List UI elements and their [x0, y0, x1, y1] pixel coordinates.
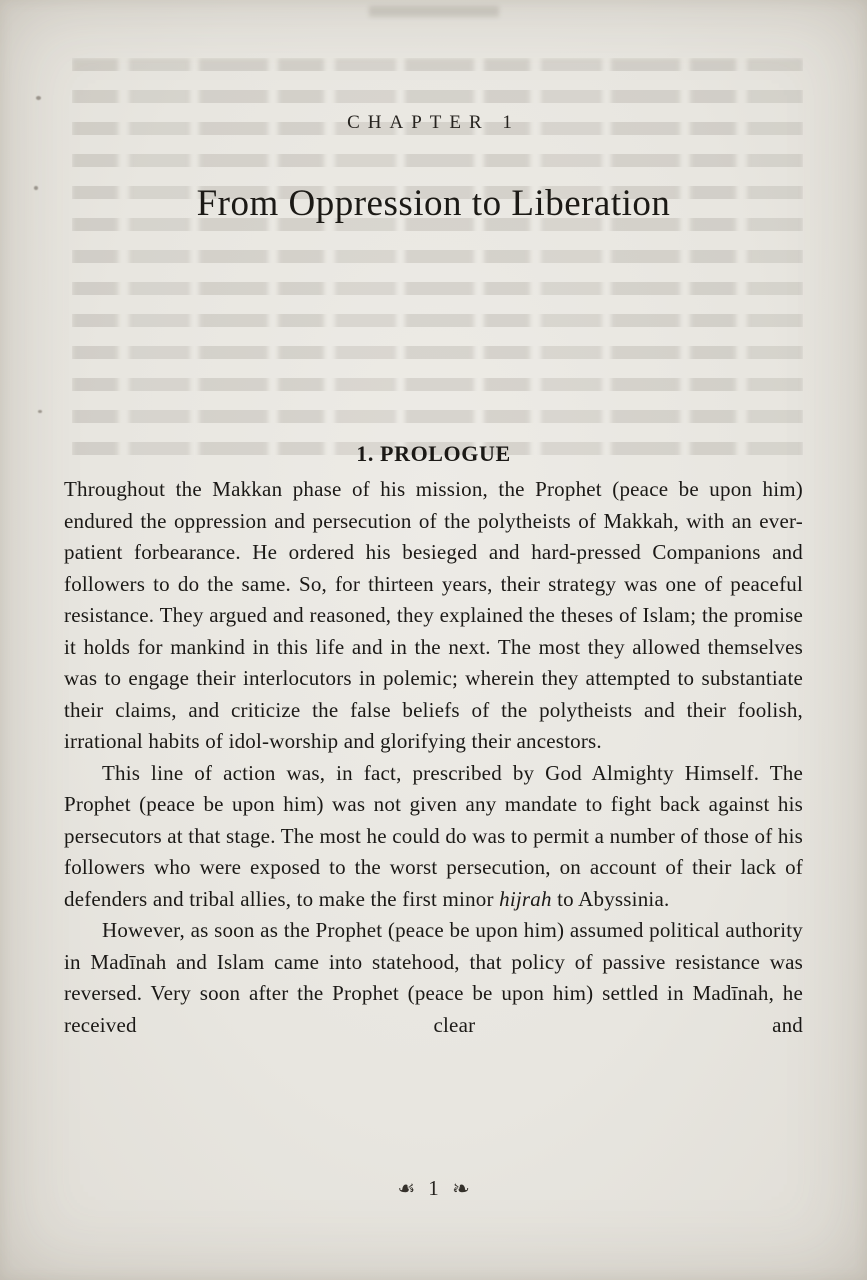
page-footer — [0, 1176, 867, 1200]
chapter-label: CHAPTER 1 — [347, 112, 520, 133]
section-heading: 1. PROLOGUE — [356, 441, 511, 466]
floral-ornament-right-icon: ☙ — [451, 1176, 470, 1200]
paragraph-1: Throughout the Makkan phase of his mission, the Prophet (peace be upon him) endured the oppression and persecution of the polytheists of Makkah, with an ever-patient forbearance. He ordered his besieged and hard-pressed Companions and followers to do the same. So, for thirteen years, their strategy was one of peaceful resistance. They argued and reasoned, they explained the theses of Islam; the promise it holds for mankind in this life and in the next. The most they allowed themselves was to engage their interlocutors in polemic; wherein they attempted to substantiate their claims, and criticize the false beliefs of the polytheists and their foolish, irrational habits of idol-worship and glorifying their ancestors. — [64, 477, 803, 753]
floral-ornament-left-icon: ☙ — [397, 1176, 416, 1200]
paragraph-2: This line of action was, in fact, prescribed by God Almighty Himself. The Prophet (peace be upon him) was not given any mandate to fight back against his persecutors at that stage. The most he could do was to permit a number of those of his followers who were exposed to the worst persecution, on account of their lack of defenders and tribal allies, to make the first minor hijrah to Abyssinia. — [64, 760, 803, 911]
paragraph-3: However, as soon as the Prophet (peace be upon him) assumed political authority in Madīnah and Islam came into statehood, that policy of passive resistance was reversed. Very soon after the Prophet (peace be upon him) settled in Madīnah, he received clear and — [64, 918, 803, 1037]
chapter-title: From Oppression to Liberation — [196, 183, 671, 224]
body-text — [64, 474, 803, 1041]
page-number: 1 — [428, 1176, 439, 1200]
